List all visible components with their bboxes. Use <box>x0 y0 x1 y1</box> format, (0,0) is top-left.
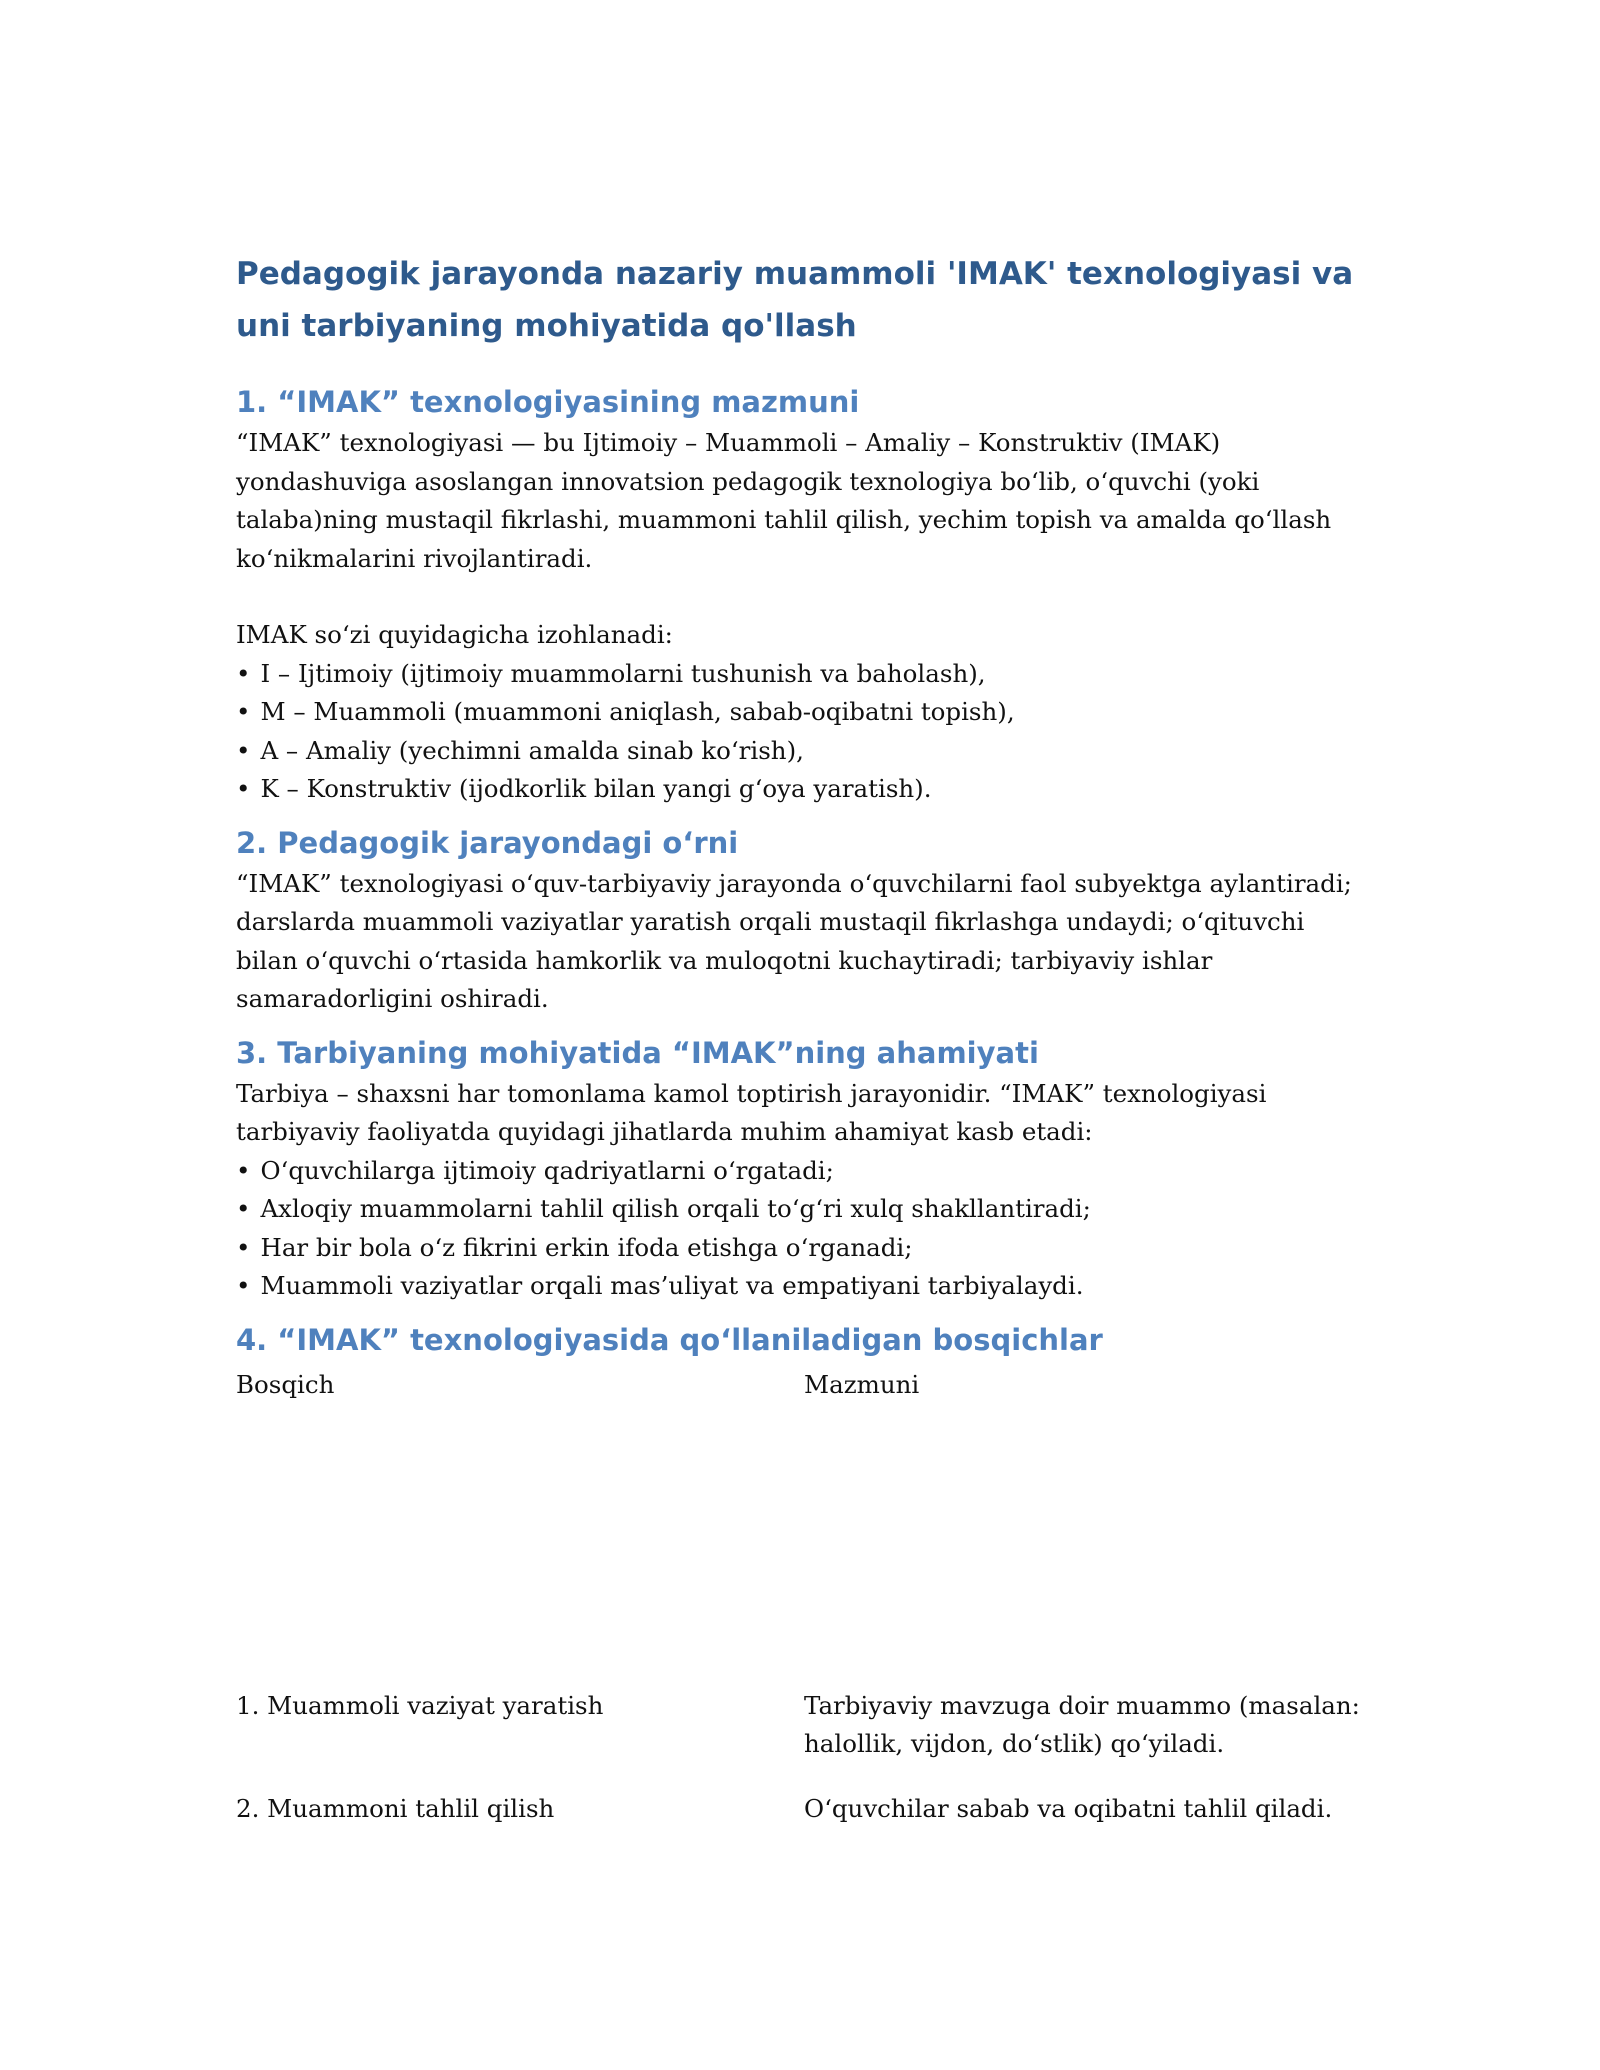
list-item <box>236 732 1366 771</box>
table-row <box>236 1790 1366 1828</box>
document-title: Pedagogik jarayonda nazariy muammoli 'IMAK' texnologiyasi va uni tarbiyaning mohiyatida qo'llash <box>236 256 1354 344</box>
list-item <box>236 770 1366 809</box>
table-cell-stage: 1. Muammoli vaziyat yaratish <box>236 1690 604 1720</box>
list-item-text: K – Konstruktiv (ijodkorlik bilan yangi g‘oya yaratish). <box>260 774 932 803</box>
table-row <box>236 1687 1366 1764</box>
section-3-heading: 3. Tarbiyaning mohiyatida “IMAK”ning ahamiyati <box>236 1035 1039 1070</box>
section-3-bullet-list <box>236 1152 1366 1306</box>
list-item-text: O‘quvchilarga ijtimoiy qadriyatlarni o‘rgatadi; <box>260 1155 834 1185</box>
list-item-text: Har bir bola o‘z fikrini erkin ifoda etishga o‘rganadi; <box>260 1232 913 1262</box>
list-item <box>236 1267 1366 1306</box>
document-body <box>236 248 1366 1828</box>
table-cell-content: O‘quvchilar sabab va oqibatni tahlil qiladi. <box>804 1793 1333 1823</box>
bullet-icon: • <box>236 774 251 803</box>
bullet-icon: • <box>236 658 251 688</box>
section-1-paragraph: “IMAK” texnologiyasi — bu Ijtimoiy – Muammoli – Amaliy – Konstruktiv (IMAK) yondashuviga asoslangan innovatsion pedagogik texnologiya bo‘lib, o‘quvchi (yoki talaba)ning mustaqil fikrlashi, muammoni tahlil qilish, yechim topish va amalda qo‘llash ko‘nikmalarini rivojlantiradi. <box>236 428 1332 573</box>
section-2-paragraph: “IMAK” texnologiyasi o‘quv-tarbiyaviy jarayonda o‘quvchilarni faol subyektga aylantiradi; darslarda muammoli vaziyatlar yaratish orqali mustaqil fikrlashga undaydi; o‘qituvchi bilan o‘quvchi o‘rtasida hamkorlik va muloqotni kuchaytiradi; tarbiyaviy ishlar samaradorligini oshiradi. <box>236 868 1352 1013</box>
list-item-text: Axloqiy muammolarni tahlil qilish orqali to‘g‘ri xulq shakllantiradi; <box>260 1194 1091 1223</box>
list-item-text: M – Muammoli (muammoni aniqlash, sabab-oqibatni topish), <box>260 697 1015 726</box>
section-spacer <box>236 1306 1366 1318</box>
list-item-text: I – Ijtimoiy (ijtimoiy muammolarni tushunish va baholash), <box>260 658 986 688</box>
table-cell-stage: 2. Muammoni tahlil qilish <box>236 1793 555 1823</box>
table-header-row <box>236 1366 1366 1404</box>
list-item <box>236 693 1366 732</box>
bullet-icon: • <box>236 1194 251 1223</box>
section-spacer <box>236 809 1366 821</box>
bullet-icon: • <box>236 735 251 765</box>
bullet-icon: • <box>236 1155 251 1185</box>
list-item <box>236 1229 1366 1268</box>
section-spacer <box>236 1019 1366 1031</box>
table-header-stage: Bosqich <box>236 1369 335 1399</box>
bullet-icon: • <box>236 697 251 726</box>
section-1-intro: IMAK so‘zi quyidagicha izohlanadi: <box>236 620 673 649</box>
list-item <box>236 1190 1366 1229</box>
list-item <box>236 1152 1366 1191</box>
list-item-text: Muammoli vaziyatlar orqali mas’uliyat va empatiyani tarbiyalaydi. <box>260 1271 1084 1300</box>
bullet-icon: • <box>236 1271 251 1300</box>
section-2-heading: 2. Pedagogik jarayondagi o‘rni <box>236 825 739 860</box>
table-header-content: Mazmuni <box>804 1369 920 1399</box>
bullet-icon: • <box>236 1232 251 1262</box>
section-1-heading: 1. “IMAK” texnologiyasining mazmuni <box>236 385 860 419</box>
paragraph-spacer <box>236 578 1366 616</box>
section-4-heading: 4. “IMAK” texnologiyasida qo‘llaniladigan bosqichlar <box>236 1322 1103 1357</box>
list-item-text: A – Amaliy (yechimni amalda sinab ko‘rish), <box>260 735 804 765</box>
section-1-bullet-list <box>236 655 1366 809</box>
section-3-paragraph: Tarbiya – shaxsni har tomonlama kamol toptirish jarayonidir. “IMAK” texnologiyasi tarbiyaviy faoliyatda quyidagi jihatlarda muhim ahamiyat kasb etadi: <box>236 1078 1267 1146</box>
table-cell-content: Tarbiyaviy mavzuga doir muammo (masalan: halollik, vijdon, do‘stlik) qo‘yiladi. <box>804 1690 1360 1758</box>
list-item <box>236 655 1366 694</box>
